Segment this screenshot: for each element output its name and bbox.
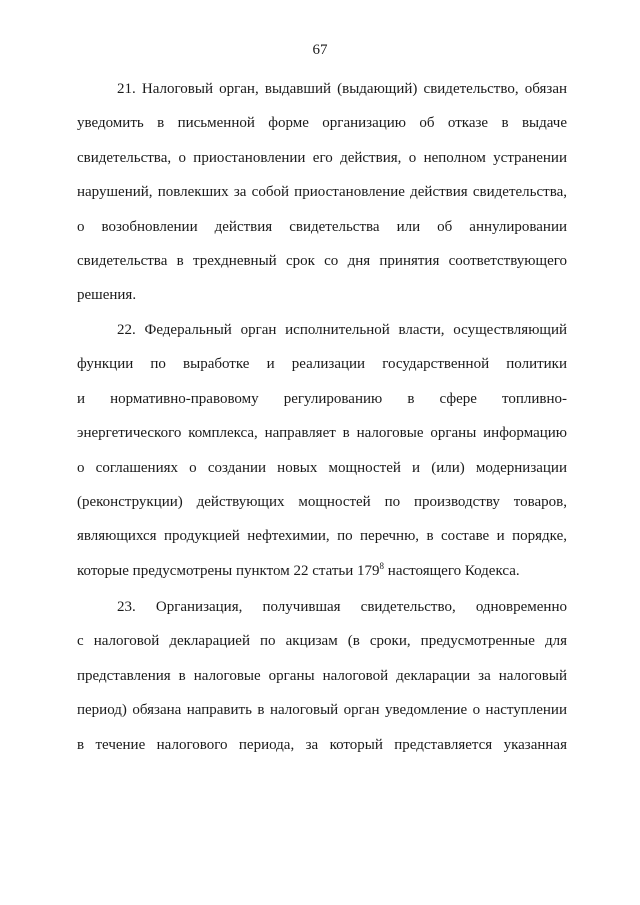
paragraph-line: о возобновлении действия свидетельства или об аннулировании [77,218,567,235]
paragraph-line: 21. Налоговый орган, выдавший (выдающий) свидетельство, обязан [117,81,567,97]
paragraph-line: являющихся продукцией нефтехимии, по перечню, в составе и порядке, [77,528,567,545]
paragraph-line: период) обязана направить в налоговый орган уведомление о наступлении [77,702,567,719]
reference-text-end: настоящего Кодекса. [384,562,520,579]
page-number: 67 [312,42,328,58]
paragraph-line-with-reference [77,554,567,588]
paragraph-line: уведомить в письменной форме организацию об отказе в выдаче [77,115,567,132]
reference-text: которые предусмотрены пунктом 22 статьи 179 [77,562,380,579]
paragraph-line: в течение налогового периода, за который представляется указанная [77,736,567,753]
paragraph-line: решения. [77,287,137,304]
paragraph-line: нарушений, повлекших за собой приостановление действия свидетельства, [77,184,567,201]
article-superscript: 8 [379,560,385,571]
paragraph-line: о соглашениях о создании новых мощностей и (или) модернизации [77,459,567,476]
paragraph-line: 23. Организация, получившая свидетельство, одновременно [117,599,567,615]
paragraph-line: и нормативно-правовому регулированию в сфере топливно- [77,390,567,407]
paragraph-23 [77,590,567,762]
paragraph-line: свидетельства, о приостановлении его действия, о неполном устранении [77,149,567,166]
paragraph-line: свидетельства в трехдневный срок со дня принятия соответствующего [77,252,567,269]
paragraph-21 [77,72,567,313]
paragraph-line: (реконструкции) действующих мощностей по производству товаров, [77,493,567,510]
paragraph-line: энергетического комплекса, направляет в налоговые органы информацию [77,425,567,442]
paragraph-line: представления в налоговые органы налоговой декларации за налоговый [77,667,567,684]
paragraph-line: функции по выработке и реализации государственной политики [77,356,567,373]
paragraph-22 [77,313,567,588]
paragraph-line: 22. Федеральный орган исполнительной власти, осуществляющий [117,322,567,338]
paragraph-line: с налоговой декларацией по акцизам (в сроки, предусмотренные для [77,633,567,650]
